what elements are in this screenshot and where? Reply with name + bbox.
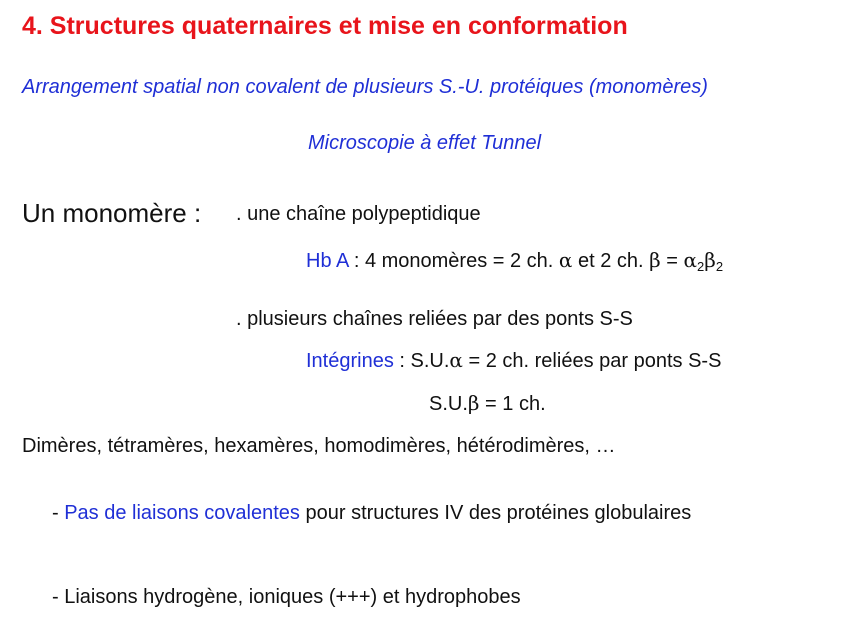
alpha-symbol: α xyxy=(683,248,698,272)
bullet-covalent xyxy=(52,502,691,525)
hb-text: 4 monomères = 2 ch. xyxy=(364,250,559,272)
su-beta-rest: = 1 ch. xyxy=(479,393,546,415)
integrines-sep: : xyxy=(393,350,411,372)
bullet-rest: pour structures IV des protéines globulaires xyxy=(299,502,692,524)
subscript: 2 xyxy=(715,259,724,274)
alpha-symbol: α xyxy=(558,248,573,272)
beta-symbol: β xyxy=(467,391,480,415)
su-beta-line xyxy=(429,391,546,416)
integrines-line xyxy=(306,348,721,373)
hb-label: Hb A xyxy=(306,250,349,272)
beta-symbol: β xyxy=(704,248,716,272)
integrines-label: Intégrines xyxy=(306,350,394,372)
oligomers-line: Dimères, tétramères, hexamères, homodimères, hétérodimères, … xyxy=(22,435,616,457)
hb-line xyxy=(306,248,723,274)
subtitle: Arrangement spatial non covalent de plusieurs S.-U. protéiques (monomères) xyxy=(22,76,708,98)
bullet-bonds: - Liaisons hydrogène, ioniques (+++) et hydrophobes xyxy=(52,586,521,608)
beta-symbol: β xyxy=(649,248,661,272)
alpha-symbol: α xyxy=(449,348,463,372)
multi-chain-line: . plusieurs chaînes reliées par des ponts S-S xyxy=(236,308,633,330)
bullet-highlight: Pas de liaisons covalentes xyxy=(64,502,300,524)
su-prefix: S.U. xyxy=(410,350,450,372)
hb-and: et 2 ch. xyxy=(572,250,650,272)
su-prefix: S.U. xyxy=(429,393,468,415)
subscript: 2 xyxy=(697,259,705,274)
monomer-heading: Un monomère : xyxy=(22,198,202,228)
integrines-rest: = 2 ch. reliées par ponts S-S xyxy=(462,350,722,372)
microscopy-note: Microscopie à effet Tunnel xyxy=(308,132,542,154)
hb-sep: : xyxy=(348,250,365,272)
hb-eq: = xyxy=(660,250,684,272)
bullet-dash: - xyxy=(52,502,65,524)
page-title: 4. Structures quaternaires et mise en conformation xyxy=(22,12,628,40)
single-chain-line: . une chaîne polypeptidique xyxy=(236,203,481,225)
